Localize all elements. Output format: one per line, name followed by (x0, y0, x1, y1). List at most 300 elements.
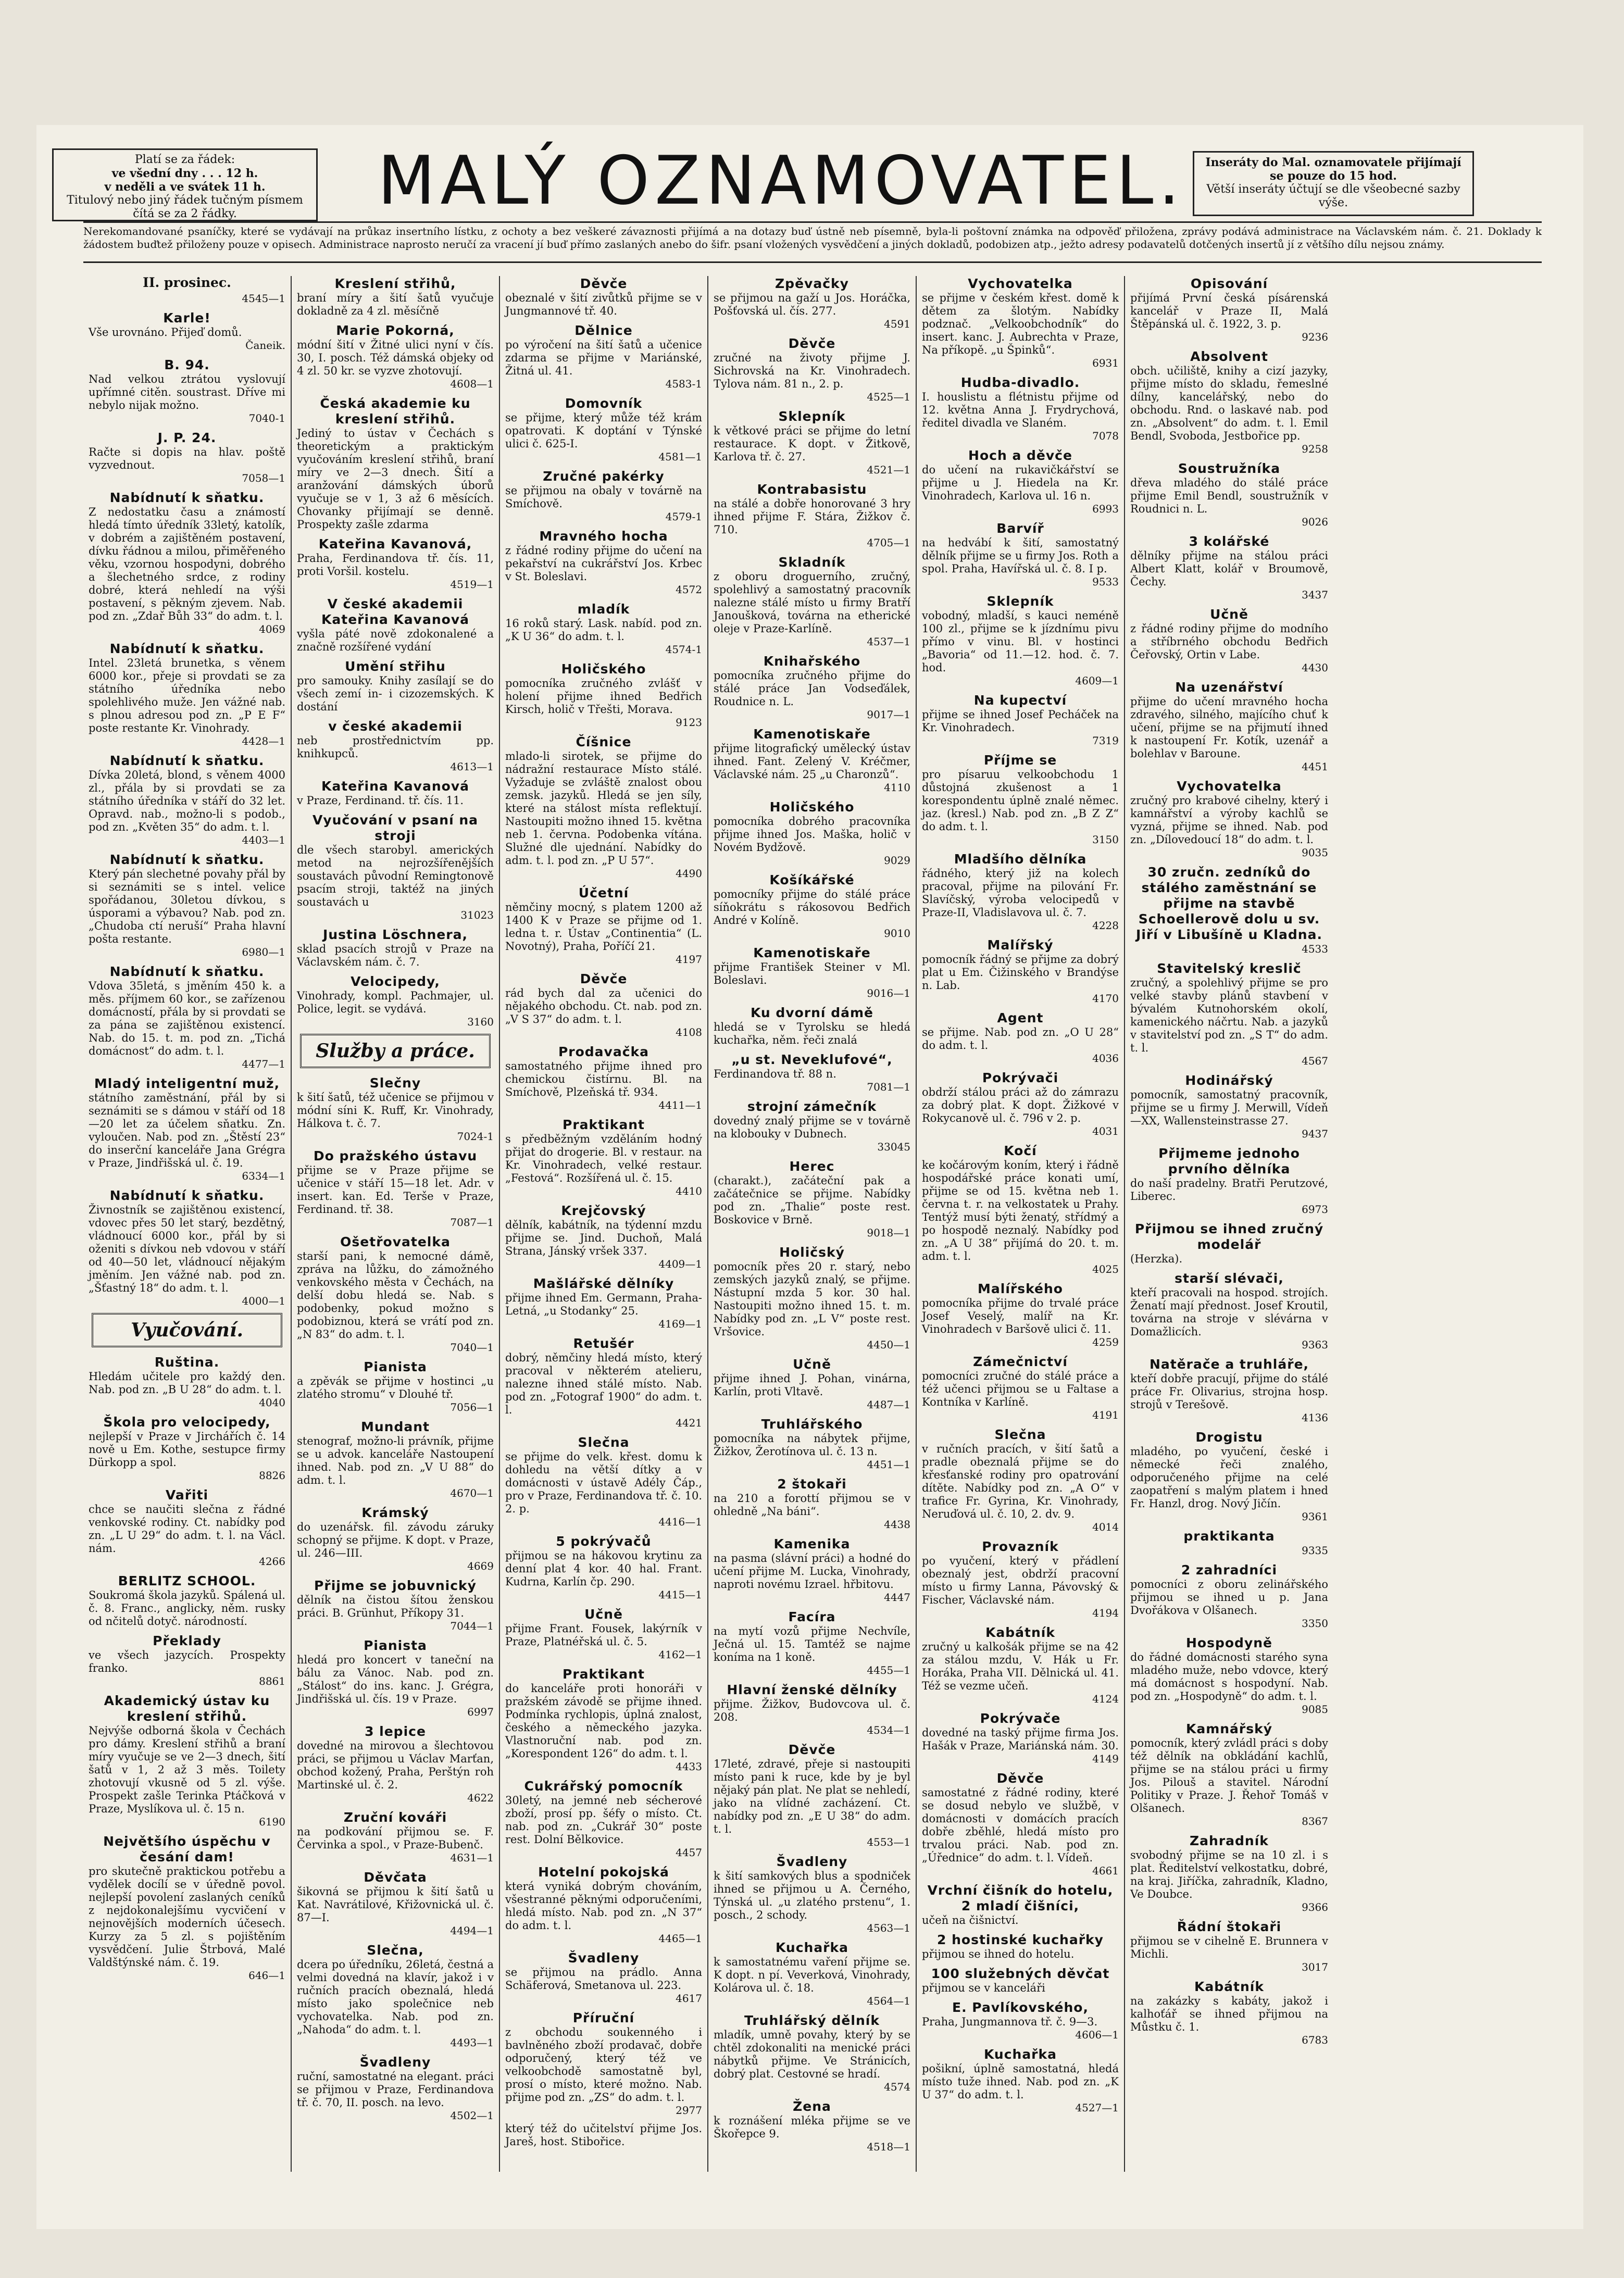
ad-body: pomocníka na nábytek přijme, Žižkov, Žerotínova ul. č. 13 n. (714, 1432, 910, 1458)
ad-code: 4438 (884, 1518, 910, 1531)
classified-ad (89, 1076, 285, 1183)
ad-code: 4534—1 (867, 1724, 910, 1736)
classified-ad (297, 1578, 494, 1633)
ad-body: přijme ihned J. Pohan, vinárna, Karlín, proti Vltavě. (714, 1372, 910, 1398)
classified-ad (89, 490, 285, 636)
classified-ad (714, 482, 910, 549)
classified-ad (922, 1539, 1119, 1620)
classified-ad (505, 469, 702, 523)
ad-heading: Přijmeme jednoho prvního dělníka (1158, 1146, 1300, 1176)
ad-code: 4670—1 (450, 1487, 494, 1499)
ad-heading: Největšího úspěchu v česání dam! (103, 1834, 271, 1864)
ad-code: 4433 (676, 1760, 702, 1773)
ad-heading: Pokrývače (980, 1711, 1061, 1726)
classified-ad (714, 1005, 910, 1047)
ad-body: dovedné na mirovou a šlechtovou práci, se přijmou u Václav Marťan, obchod kožený, Praha, Perštýn roh Martinské ul. č. 2. (297, 1739, 494, 1791)
ad-heading: Sklepník (778, 409, 846, 424)
ad-body: v Praze, Ferdinand. tř. čís. 11. (297, 794, 464, 807)
ad-heading: BERLITZ SCHOOL. (118, 1573, 256, 1588)
insert-line: Inseráty do Mal. oznamovatele přijímají se pouze do 15 hod. (1205, 156, 1461, 183)
ad-code: 4493—1 (450, 2036, 494, 2049)
ad-body: dobrý, němčiny hledá místo, který pracoval v některém atelieru, nalezne ihned stálé místo. Nab. pod zn. „Fotograf 1900“ do adm. t. l. (505, 1351, 702, 1416)
ad-body: braní míry a šití šatů vyučuje dokladně za 4 zl. měsíčně (297, 292, 494, 317)
ad-heading: Nabídnutí k sňatku. (109, 1188, 265, 1203)
ad-heading: Vařiti (165, 1487, 209, 1503)
ad-code: 4457 (676, 1846, 702, 1859)
ad-code: 9026 (1302, 516, 1328, 528)
classified-ad (505, 2010, 702, 2117)
ad-body: Vinohrady, kompl. Pachmajer, ul. Police, legit. se vydává. (297, 990, 494, 1015)
ad-body: sklad psacích strojů v Praze na Václavském nám. č. 7. (297, 943, 494, 968)
ad-body: hledá pro koncert v taneční na bálu za Vánoc. Nab. pod zn. „Stálost“ do ins. kanc. J. Grégra, Jindřišská ul. čís. 19 v Praze. (297, 1654, 494, 1705)
ad-heading: Ruština. (154, 1355, 220, 1370)
classified-ad (714, 2099, 910, 2154)
classified-ad (922, 1625, 1119, 1706)
ad-code: 4477—1 (242, 1058, 285, 1070)
ad-body: 30letý, na jemné neb sécherové zboží, prosí pp. šéfy o místo. Ct. nab. pod zn. „Cukrář 30“ poste rest. Dolní Bělkovice. (505, 1794, 702, 1846)
classified-ad (505, 2122, 702, 2148)
ad-heading: Nabídnutí k sňatku. (109, 641, 265, 656)
ad-code: 7058—1 (242, 472, 285, 484)
ad-heading: Vyučování v psaní na stroji (312, 812, 479, 843)
ad-body: vobodný, mladší, s kauci neméně 100 zl., přijme se k jízdnímu pivu přímo v vinu. Bl. v hostinci „Bavoria“ od 11.—12. hod. č. 7. hod. (922, 609, 1119, 674)
ad-heading: 30 zručn. zedníků do stálého zaměstnání se přijme na stavbě Schoellerově dolu u sv. Jiří v Libušíně u Kladna. (1136, 865, 1322, 942)
ad-heading: Děvče (996, 1771, 1044, 1786)
classified-ad (297, 1724, 494, 1805)
ad-body: neb prostřednictvím pp. knihkupců. (297, 734, 494, 760)
classified-ad (714, 1940, 910, 2008)
ad-code: 7044—1 (450, 1620, 494, 1632)
ad-code: 4487—1 (867, 1398, 910, 1411)
ad-code: 4266 (259, 1555, 285, 1568)
ad-heading: Barvíř (996, 521, 1044, 536)
ad-code: 9363 (1302, 1338, 1328, 1351)
ad-body: dělník, kabátník, na týdenní mzdu přijme se. Jind. Duchoň, Malá Strana, Jánský vršek 337. (505, 1219, 702, 1257)
ad-heading: Slečny (369, 1075, 421, 1091)
ad-code: 4455—1 (867, 1664, 910, 1676)
classified-ad (89, 1573, 285, 1628)
ad-body: který též do učitelství přijme Jos. Jareš, host. Stibořice. (505, 2122, 702, 2148)
ad-code: 4574-1 (665, 643, 702, 656)
classified-ad (1130, 1562, 1328, 1630)
ad-code: 4069 (259, 623, 285, 635)
ad-body: přijme do učení mravného hocha zdravého, silného, majícího chuť k učení, přijme se na přijmutí ihned k nastoupení Fr. Kotík, uzenář a bolehlav v Baroune. (1130, 695, 1328, 760)
ad-body: po vyučení, který v přádlení obeznalý jest, obdrží pracovní místo u firmy Lanna, Pávovský & Fischer, Václavské nám. (922, 1555, 1119, 1606)
classified-ad (297, 659, 494, 714)
ad-body: obch. učiliště, knihy a cizí jazyky, přijme místo do skladu, řemeslné dílny, kancelářský, nebo do obchodu. Rnd. o laskavé nab. pod zn. „Absolvent“ do adm. t. l. Emil Bendl, Svoboda, Jestbořice pp. (1130, 365, 1328, 442)
classified-ad (1130, 1833, 1328, 1914)
ad-heading: Soustružníka (1178, 461, 1281, 476)
ad-code: 9017—1 (867, 708, 910, 721)
section-heading: Služby a práce. (300, 1034, 491, 1068)
classified-ad (297, 779, 494, 807)
ad-body: pomocník, samostatný pracovník, přijme se u firmy J. Merwill, Vídeň—XX, Wallensteinstrasse 27. (1130, 1088, 1328, 1127)
ad-body: se přijmou na prádlo. Anna Schäferová, Smetanova ul. 223. (505, 1966, 702, 1992)
classified-ad (1130, 349, 1328, 456)
ad-heading: Přijmou se ihned zručný modelář (1134, 1221, 1324, 1252)
ad-body: kteří dobře pracují, přijme do stálé práce Fr. Olivarius, strojna hosp. strojů v Terešově. (1130, 1372, 1328, 1411)
ad-heading: Švadleny (359, 2055, 431, 2070)
classified-ad (922, 521, 1119, 589)
classified-ad (297, 1810, 494, 1864)
ad-heading: Pianista (364, 1359, 427, 1374)
ad-code: 9018—1 (867, 1226, 910, 1239)
ad-body: Intel. 23letá brunetka, s věnem 6000 kor., přeje si provdati se za státního úředníka nebo spolehlivého muže. Jen vážné nab. s plnou adresou pod zn. „P E F“ poste restante Kr. Vinohrady. (89, 657, 285, 734)
ad-body: s předběžným vzděláním hodný přijat do drogerie. Bl. v restaur. na Kr. Vinohradech, velké restaur. „Festová“. Rozšířená ul. č. 15. (505, 1133, 702, 1184)
ad-heading: Učně (793, 1357, 831, 1372)
ad-code: 6980—1 (242, 946, 285, 958)
ad-heading: Škola pro velocipedy, (103, 1415, 271, 1430)
ad-body: ke kočárovým koním, který i řádně hospodářské práce konati umí, přijme se od 15. května neb 1. června t. r. na velkostatek u Prahy. Tentýž musí býti ženatý, střídmý a po hospodě neznalý. Nabídky pod zn. „A U 38“ přijímá do 20. t. m. adm. t. l. (922, 1159, 1119, 1262)
date-heading: II. prosinec. (143, 276, 231, 290)
ad-heading: Stavitelský kreslič (1157, 961, 1302, 976)
ad-heading: Zpěvačky (775, 276, 849, 291)
ad-body: státního zaměstnání, přál by si seznámiti se s dámou v stáří od 18—20 let za účelem sňatku. Zn. vyloučen. Nab. pod zn. „Štěstí 23“ do inserční kanceláře Jana Grégra v Praze, Jindřišská ul. č. 19. (89, 1092, 285, 1169)
ad-body: Ferdinandova tř. 88 n. (714, 1068, 836, 1080)
classified-ad (714, 2013, 910, 2094)
ad-heading: J. P. 24. (157, 430, 217, 445)
classified-ad (297, 927, 494, 969)
ad-code: 4416—1 (658, 1516, 702, 1528)
ad-body: do uzenářsk. fil. závodu záruky schopný se přijme. K dopt. v Praze, ul. 246—III. (297, 1521, 494, 1559)
ad-code: 4581—1 (658, 450, 702, 463)
ad-column (1125, 276, 1333, 2172)
classified-ad (505, 396, 702, 464)
classified-ad (505, 602, 702, 656)
ad-body: do učení na rukavičkářství se přijme u J. Hiedela na Kr. Vinohradech, Karlova ul. 16 n. (922, 464, 1119, 502)
ad-body: mlado-li sirotek, se přijme do nádražní restaurace Místo stálé. Vyžaduje se zvláště znalost obou zemsk. jazyků. Hledá se jen síly, které na stálost místa reflektují. Nastoupiti možno ihned 15. května neb 1. června. Podobenka vítána. Služné dle ujednání. Nabídky do adm. t. l. pod zn. „P U 57“. (505, 750, 702, 867)
ad-body: se přijme, který může též krám opatrovati. K doptání v Týnské ulici č. 625-I. (505, 411, 702, 450)
ad-body: I. houslistu a flétnistu přijme od 12. května Anna J. Frydrychová, ředitel divadla ve Slaném. (922, 391, 1119, 429)
ad-code: 4025 (1092, 1263, 1119, 1275)
ad-heading: Kamenika (773, 1536, 851, 1551)
ad-code: 4608—1 (450, 378, 494, 390)
ad-body: němčiny mocný, s platem 1200 až 1400 K v Praze se přijme od 1. ledna t. r. Ústav „Continentia“ (L. Novotný), Praha, Poříčí 21. (505, 901, 702, 953)
ad-heading: Ku dvorní dámě (751, 1005, 873, 1020)
ad-body: se přijme v českém křest. domě k dětem za šlotým. Nabídky podznač. „Velkoobchodník“ do insert. kanc. J. Aubrechta v Praze, Na příkopě. „u Špinků“. (922, 292, 1119, 356)
classified-ad (297, 1234, 494, 1354)
ad-code: 3160 (467, 1016, 494, 1028)
ad-code: 4124 (1092, 1693, 1119, 1705)
classified-ad (714, 1417, 910, 1471)
ad-code: 4421 (676, 1417, 702, 1429)
ad-heading: Umění střihu (345, 659, 446, 674)
ad-heading: Truhlářského (761, 1417, 863, 1432)
classified-ad (297, 1870, 494, 1937)
page-title: MALÝ OZNAMOVATEL. (378, 142, 1185, 220)
classified-ad (1130, 1073, 1328, 1141)
ad-code: 9085 (1302, 1703, 1328, 1716)
ad-code: 4567 (1302, 1055, 1328, 1067)
ad-columns (83, 276, 1542, 2172)
ad-heading: Truhlářský dělník (744, 2013, 880, 2028)
ad-code: 3017 (1302, 1961, 1328, 1973)
ad-body: stenograf, možno-li právník, přijme se u advok. kanceláře Nastoupení ihned. Nab. pod zn. „V U 88“ do adm. t. l. (297, 1435, 494, 1486)
ad-code: 4572 (676, 583, 702, 596)
ad-heading: Mladý inteligentní muž, (94, 1076, 280, 1091)
ad-heading: Kočí (1004, 1143, 1037, 1158)
classified-ad (922, 1143, 1119, 1276)
classified-ad (505, 661, 702, 729)
ad-code: 4613—1 (450, 760, 494, 773)
classified-ad (714, 1536, 910, 1604)
masthead (52, 138, 1573, 219)
classified-ad (297, 812, 494, 922)
classified-ad (89, 1355, 285, 1409)
ad-code: 4502—1 (450, 2109, 494, 2122)
ad-heading: Mundant (361, 1419, 430, 1434)
ad-body: svobodný přijme se na 10 zl. i s plat. Ředitelství velkostatku, dobré, na kraj. Jiříčka, zahradník, Kladno, Ve Doubce. (1130, 1849, 1328, 1900)
ad-body: pomocníci z oboru zelinářského přijmou se ihned u p. Jana Dvořákova v Olšanech. (1130, 1578, 1328, 1617)
classified-ad (1130, 1721, 1328, 1828)
ad-heading: Marie Pokorná, (336, 323, 455, 338)
ad-code: 4108 (676, 1026, 702, 1038)
ad-code: 4553—1 (867, 1836, 910, 1848)
ad-code: 4579-1 (665, 510, 702, 523)
classified-ad (1130, 1635, 1328, 1716)
price-box (52, 148, 318, 221)
classified-ad (922, 1427, 1119, 1534)
ad-heading: E. Pavlíkovského, (952, 2000, 1089, 2015)
ad-heading: B. 94. (164, 357, 210, 372)
ad-code: 4450—1 (867, 1338, 910, 1351)
ad-code: 3150 (1092, 833, 1119, 846)
classified-ad (714, 336, 910, 404)
ad-heading: strojní zámečník (747, 1099, 877, 1114)
ad-code: 4411—1 (658, 1099, 702, 1111)
ad-heading: Slečna, (367, 1943, 424, 1958)
classified-ad (505, 1864, 702, 1945)
ad-heading: Agent (997, 1010, 1044, 1025)
ad-code: 4622 (467, 1792, 494, 1804)
classified-ad (1130, 961, 1328, 1068)
ad-heading: Skladník (778, 555, 846, 570)
ad-body: Praha, Ferdinandova tř. čís. 11, proti Voršil. kostelu. (297, 552, 494, 578)
ad-heading: Žena (793, 2099, 831, 2114)
ad-body: pomocníka zručného zvlášť v holení přijme ihned Bedřich Kirsch, holič v Třešti, Morava. (505, 677, 702, 716)
ad-heading: Kontrabasistu (757, 482, 867, 497)
ad-code: 9010 (884, 927, 910, 940)
classified-ad (297, 1419, 494, 1500)
ad-heading: Účetní (578, 885, 629, 900)
ad-heading: starší slévači, (1175, 1271, 1284, 1286)
ad-body: Praha, Jungmannova tř. č. 9—3. (922, 2016, 1098, 2028)
ad-code: 4403—1 (242, 834, 285, 846)
ad-code: 6334—1 (242, 1170, 285, 1182)
ad-heading: Nabídnutí k sňatku. (109, 852, 265, 867)
ad-body: dcera po úředníku, 26letá, čestná a velmi dovedná na klavír, jakož i v ručních pracích obeznalá, hledá místo jako společnice neb vychovatelka. Nab. pod zn. „Nahoda“ do adm. t. l. (297, 1958, 494, 2036)
classified-ad (922, 1281, 1119, 1349)
classified-ad (922, 1932, 1119, 1961)
ad-body: z řádné rodiny přijme do učení na pekařství na cukrářství Jos. Krbec v St. Boleslavi. (505, 544, 702, 583)
ad-code: 4430 (1302, 661, 1328, 674)
ad-code: 33045 (877, 1141, 910, 1153)
notice-text: Nerekomandované psaníčky, které se vydávají na průkaz insertního lístku, z ochoty a bez veškeré závaznosti přijímá a na dotazy buď ústně neb písemně, byla-li poštovní známka na odpověď přiložena, zprávy podává administrace na Václavském nám. č. 21. Doklady k žádostem buďtež přiloženy pouze v opisech. Administrace naprosto neručí za vracení jí buď přímo zaslaných anebo do šifr. psaní vložených vysvědčení a jiných dokladů, podobizen atp., ježto adresy podavatelů dotčených insertů jí z většího dílu nejsou známy. (83, 221, 1542, 263)
ad-heading: Hudba-divadlo. (960, 375, 1080, 390)
ad-code: 4409—1 (658, 1258, 702, 1270)
classified-ad (297, 1359, 494, 1414)
classified-ad (922, 448, 1119, 516)
ad-body: přijme Frant. Fousek, lakýrník v Praze, Platnéřská ul. č. 5. (505, 1622, 702, 1648)
ad-body: samostatného přijme ihned pro chemickou čistírnu. Bl. na Smíchově, Plzeňská tř. 934. (505, 1060, 702, 1098)
ad-code: 4169—1 (658, 1318, 702, 1330)
classified-ad (1130, 1357, 1328, 1424)
classified-ad (505, 276, 702, 318)
ad-code: 4259 (1092, 1336, 1119, 1348)
ad-body: k roznášení mléka přijme se ve Škořepce 9. (714, 2114, 910, 2140)
ad-body: na zakázky s kabáty, jakož i kalhoťář se ihned přijmou na Můstku č. 1. (1130, 1995, 1328, 2033)
ad-body: přijme se ihned Josef Pecháček na Kr. Vinohradech. (922, 708, 1119, 734)
ad-code: 4014 (1092, 1521, 1119, 1533)
classified-ad (922, 1966, 1119, 1995)
classified-ad (89, 753, 285, 847)
classified-ad (505, 1950, 702, 2005)
classified-ad (89, 310, 285, 352)
ad-body: pro samouky. Knihy zasílají se do všech zemí in- i cizozemských. K dostání (297, 674, 494, 713)
ad-body: obeznalé v šití zivůtků přijme se v Jungmannové tř. 40. (505, 292, 702, 317)
ad-code: 646—1 (248, 1969, 285, 1982)
classified-ad (505, 734, 702, 880)
ad-body: pomocníka přijme do trvalé práce Josef Veselý, malíř na Kr. Vinohradech v Baršově ulici č. 11. (922, 1297, 1119, 1335)
classified-ad (922, 1771, 1119, 1878)
ad-code: 4415—1 (658, 1588, 702, 1601)
classified-ad (714, 1609, 910, 1677)
ad-code: 4428—1 (242, 735, 285, 747)
ad-code: 6931 (1092, 357, 1119, 369)
ad-heading: Děvčata (364, 1870, 427, 1885)
ad-heading: Švadleny (568, 1950, 640, 1966)
ad-body: k samostatnému vaření přijme se. K dopt. n pí. Veverková, Vinohrady, Kolárova ul. č. 18. (714, 1956, 910, 1994)
ad-code: 4136 (1302, 1411, 1328, 1424)
classified-ad (922, 1010, 1119, 1065)
ad-body: na pasma (slávní práci) a hodné do učení přijme M. Lucka, Vinohrady, naproti novému Izrael. hřbitovu. (714, 1552, 910, 1591)
price-line: Titulový nebo jiný řádek tučným písmem čítá se za 2 řádky. (67, 194, 303, 220)
ad-body: přijme ihned Em. Germann, Praha-Letná, „u Stodanky“ 25. (505, 1292, 702, 1317)
ad-heading: Na kupectví (973, 693, 1067, 708)
ad-body: do kanceláře proti honoráři v pražském závodě se přijme ihned. Podmínka rychlopis, úplná znalost, českého a německého jazyka. Vlastnoruční nab. pod zn. „Korespondent 126“ do adm. t. l. (505, 1682, 702, 1760)
classified-ad (297, 596, 494, 654)
ad-body: přijme litografický umělecký ústav ihned. Fant. Zelený V. Kréčmer, Václavské nám. 25 „u Charonzů“. (714, 742, 910, 781)
ad-heading: Holičského (769, 799, 855, 815)
ad-code: 4564—1 (867, 1995, 910, 2007)
ad-code: 4606—1 (1075, 2029, 1119, 2041)
ad-code: 9437 (1302, 1128, 1328, 1140)
ad-code: 4149 (1092, 1753, 1119, 1765)
ad-code: 2977 (676, 2104, 702, 2117)
ad-heading: Příruční (572, 2010, 635, 2025)
ad-code: 4661 (1092, 1864, 1119, 1877)
classified-ad (714, 409, 910, 477)
ad-heading: Vychovatelka (968, 276, 1073, 291)
ad-heading: Překlady (153, 1633, 221, 1648)
classified-ad (505, 1667, 702, 1773)
ad-body: dovedný znalý přijme se v továrně na klobouky v Dubnech. (714, 1115, 910, 1140)
ad-body: dle všech starobyl. amerických metod na nejrozšířenějších soustavách původní Remingtonově psacím stroji, taktéž na jiných soustavách u (297, 844, 494, 908)
ad-heading: Velocipedy, (351, 974, 440, 989)
classified-ad (714, 1854, 910, 1935)
insert-line: Větší inseráty účtují se dle všeobecné sazby výše. (1206, 183, 1460, 209)
ad-heading: V české akademii Kateřina Kavanová (321, 596, 469, 627)
ad-code: 9035 (1302, 846, 1328, 859)
ad-heading: Absolvent (1190, 349, 1268, 364)
price-line: v neděli a ve svátek 11 h. (104, 180, 266, 194)
ad-code: 4609—1 (1075, 674, 1119, 687)
ad-heading: Učně (584, 1607, 623, 1622)
ad-code: 4669 (467, 1560, 494, 1572)
ad-heading: Retušér (573, 1336, 634, 1351)
ad-code: 9366 (1302, 1901, 1328, 1913)
ad-heading: Přijme se jobuvnický (314, 1578, 477, 1593)
ad-code: 9123 (676, 716, 702, 729)
ad-body: do řádné domácnosti starého syna mladého muže, nebo vdovce, který má domácnost s hospodyní. Nab. pod zn. „Hospodyně“ do adm. t. l. (1130, 1651, 1328, 1703)
ad-code: 4583-1 (665, 378, 702, 390)
ad-body: starší pani, k nemocné dámě, zpráva na lůžku, do zámožného venkovského města v Čechách, na delší dobu hledá se. Nab. s podobenky, pokud možno s podobiznou, která se vrátí pod zn. „N 83“ do adm. t. l. (297, 1250, 494, 1341)
ad-body: která vyniká dobrým chováním, všestranné pěknými odporučeními, hledá místo. Nab. pod zn. „N 37“ do adm. t. l. (505, 1880, 702, 1932)
ad-code: 4527—1 (1075, 2101, 1119, 2114)
ad-code: 7078 (1092, 430, 1119, 442)
ad-heading: Drogistu (1195, 1430, 1263, 1445)
ad-code: 4537—1 (867, 635, 910, 648)
classified-ad (297, 276, 494, 318)
ad-body: Jediný to ústav v Čechách s theoretickým a praktickým vyučováním kreslení střihů, braní míry ve 2—3 dnech. Šití a aranžování dámských úborů vyučuje se v 1, 3 až 6 měsících. Chovanky přijímají se denně. Prospekty zašle zdarma (297, 427, 494, 531)
ad-code: 6190 (259, 1816, 285, 1828)
ad-body: Hledám učitele pro každý den. Nab. pod zn. „B U 28“ do adm. t. l. (89, 1370, 285, 1396)
classified-ad (297, 1943, 494, 2049)
ad-code: 4000—1 (242, 1295, 285, 1307)
ad-body: Nad velkou ztrátou vyslovují upřímné citěn. soustrast. Dříve mi nebylo nijak možno. (89, 373, 285, 411)
ad-code: 4031 (1092, 1125, 1119, 1137)
ad-heading: Nabídnutí k sňatku. (109, 964, 265, 979)
ad-body: (charakt.), začáteční pak a začátečnice se přijme. Nabídky pod zn. „Thalie“ poste rest. Boskovice v Brně. (714, 1174, 910, 1226)
ad-heading: Cukrářský pomocník (524, 1779, 683, 1794)
classified-ad (505, 1117, 702, 1198)
classified-ad (922, 937, 1119, 1005)
ad-heading: Opisování (1190, 276, 1268, 291)
ad-body: Dívka 20letá, blond, s věnem 4000 zl., přála by si provdati se za státního úředníka v stáří do 32 let. Opravd. nab., možno-li s podob., pod zn. „Květen 35“ do adm. t. l. (89, 769, 285, 833)
ad-body: k větkové práci se přijme do letní restaurace. K dopt. v Žitkově, Karlova tř. č. 27. (714, 424, 910, 463)
classified-ad (505, 1534, 702, 1601)
classified-ad (505, 1607, 702, 1661)
ad-body: přijme František Steiner v Ml. Boleslavi. (714, 961, 910, 986)
ad-heading: Kateřina Kavanová, (318, 536, 472, 552)
ad-body: pomocník přes 20 r. starý, nebo zemských jazyků znalý, se přijme. Nástupní mzda 5 kor. 30 hal. Nastoupiti možno ihned 15. t. m. Nabídky pod zn. „L V“ poste rest. Vršovice. (714, 1260, 910, 1338)
ad-heading: Krámský (361, 1505, 429, 1520)
ad-body: na 210 a forottí přijmou se v ohledně „Na báni“. (714, 1492, 910, 1518)
ad-body: po výročení na šití šatů a učenice zdarma se přijme v Mariánské, Žitná ul. 41. (505, 339, 702, 377)
classified-ad (505, 529, 702, 596)
ad-body: pomocník, který zvládl práci s doby též dělník na obkládání kachlů, přijme se na stálou práci u firmy Jos. Pilouš a stavitel. Národní Politiky v Praze. J. Řehoř Tomáš v Olšanech. (1130, 1737, 1328, 1814)
ad-body: obdrží stálou práci až do zámrazu za dobrý plat. K dopt. Žižkové v Rokycanově ul. č. 796 v 2. p. (922, 1086, 1119, 1124)
ad-body: Vdova 35letá, s jměním 450 k. a měs. příjmem 60 kor., se zařízenou domácností, přála by si provdati se za pána se zajištěnou existencí. Nab. do 15. t. m. pod zn. „Tichá domácnost“ do adm. t. l. (89, 980, 285, 1057)
classified-ad (714, 945, 910, 1000)
ad-body: módní šití v Žitné ulici nyní v čís. 30, I. posch. Též dámská objeky od 4 zl. 50 kr. se vyzve zhotovují. (297, 339, 494, 377)
ad-heading: Hospodyně (1186, 1635, 1272, 1650)
ad-heading: Holičského (561, 661, 646, 677)
ad-body: pomocníka dobrého pracovníka přijme ihned Jos. Maška, holič v Novém Bydžově. (714, 815, 910, 854)
ad-code: 4490 (676, 867, 702, 880)
ad-body: dělníky přijme na stálou práci Albert Klatt, kolář v Broumově, Čechy. (1130, 549, 1328, 588)
ad-code: 7087—1 (450, 1216, 494, 1229)
ad-heading: Domovník (565, 396, 643, 411)
ad-heading: Herec (789, 1159, 835, 1174)
classified-ad (297, 719, 494, 773)
ad-heading: Kateřina Kavanová (321, 779, 469, 794)
classified-ad (922, 594, 1119, 687)
ad-code: 4110 (884, 781, 910, 794)
ad-code: 4591 (884, 318, 910, 330)
classified-ad (89, 1415, 285, 1482)
ad-heading: „u st. Neveklufové“, (731, 1052, 893, 1067)
